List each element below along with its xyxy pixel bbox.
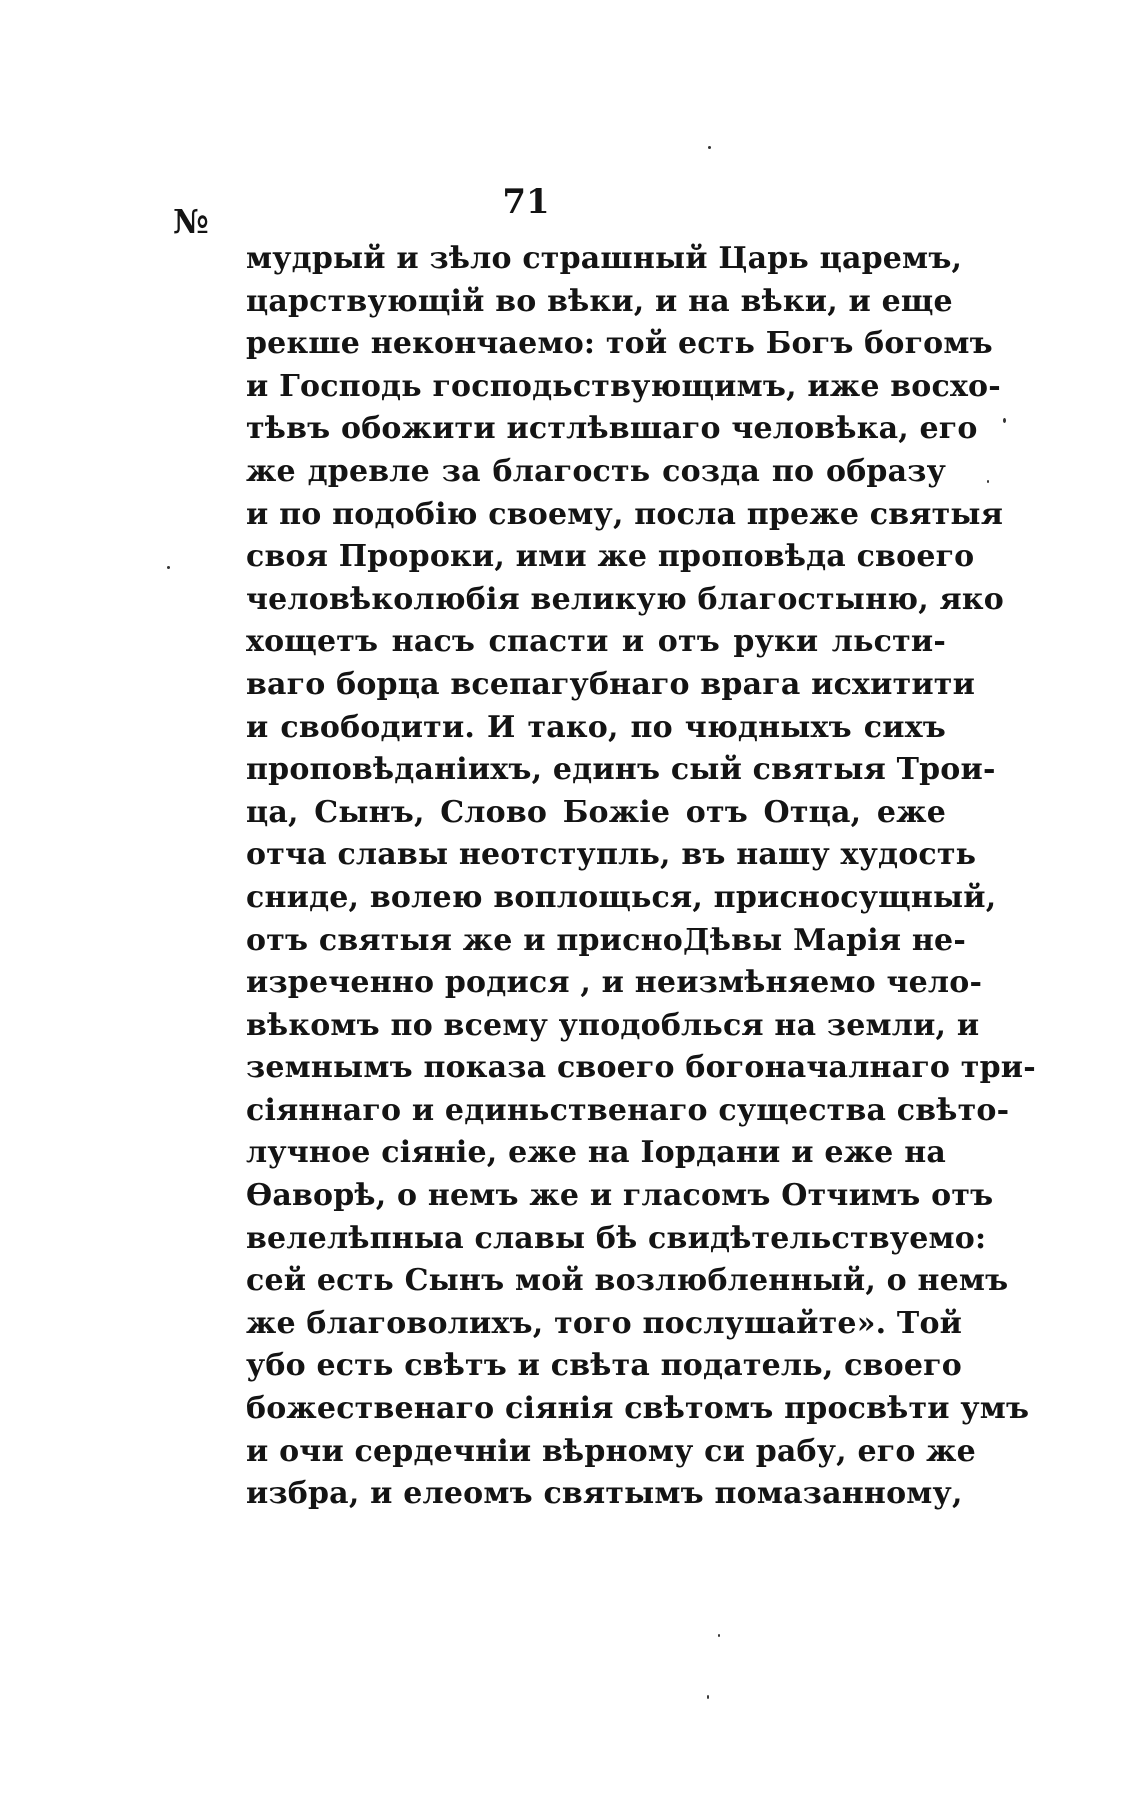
scan-speck: [1003, 418, 1006, 423]
text-line: сей есть Сынъ мой возлюбленный, о немъ: [246, 1263, 1009, 1299]
scan-speck: [708, 146, 711, 149]
text-line: лучное сіяніе, еже на Іордани и еже на: [246, 1135, 946, 1171]
page-number: 71: [502, 182, 550, 222]
text-line: сниде, волею воплощься, присносущный,: [246, 879, 997, 915]
text-line: мудрый и зѣло страшный Царь царемъ,: [246, 241, 963, 276]
text-line: отъ святыя же и присноДѣвы Марія не-: [246, 922, 966, 958]
text-line: хощетъ насъ спасти и отъ руки льсти-: [246, 624, 946, 660]
scan-speck: [707, 1695, 709, 1699]
text-line: изреченно родися , и неизмѣняемо чело-: [246, 965, 983, 1001]
scan-speck: [167, 566, 170, 569]
text-line: убо есть свѣтъ и свѣта податель, своего: [246, 1348, 962, 1384]
margin-mark: №: [173, 202, 209, 241]
text-line: велелѣпныа славы бѣ свидѣтельствуемо:: [246, 1220, 987, 1256]
text-line: Ѳаворѣ, о немъ же и гласомъ Отчимъ отъ: [246, 1178, 994, 1214]
text-line: человѣколюбія великую благостыню, яко: [246, 581, 1004, 617]
text-line: и очи сердечніи вѣрному си рабу, его же: [246, 1433, 976, 1469]
text-line: и Господь господьствующимъ, иже восхо-: [246, 368, 1001, 404]
text-line: же древле за благость созда по образу: [246, 453, 946, 489]
text-line: и свободити. И тако, по чюдныхъ сихъ: [246, 709, 946, 745]
text-line: тѣвъ обожити истлѣвшаго человѣка, его: [246, 411, 978, 447]
body-text: [246, 238, 1036, 1516]
text-line: сіяннаго и единьственаго существа свѣто-: [246, 1092, 1010, 1128]
text-line: земнымъ показа своего богоначалнаго три-: [246, 1050, 1036, 1086]
text-line: своя Пророки, ими же проповѣда своего: [246, 539, 975, 575]
text-line: же благоволихъ, того послушайте». Той: [246, 1305, 963, 1341]
text-line: избра, и елеомъ святымъ помазанному,: [246, 1476, 963, 1512]
text-line: ца, Сынъ, Слово Божіе отъ Отца, еже: [246, 794, 946, 830]
text-line: ваго борца всепагубнаго врага исхитити: [246, 666, 976, 702]
text-line: царствующій во вѣки, и на вѣки, и еще: [246, 283, 953, 319]
scan-speck: [987, 480, 989, 483]
scan-speck: [718, 1634, 720, 1637]
text-line: рекше некончаемо: той есть Богъ богомъ: [246, 326, 993, 362]
text-line: вѣкомъ по всему уподоблься на земли, и: [246, 1007, 980, 1043]
text-line: отча славы неотступль, въ нашу худость: [246, 837, 977, 873]
text-line: и по подобію своему, посла преже святыя: [246, 496, 1004, 532]
text-line: проповѣданіихъ, единъ сый святыя Трои-: [246, 752, 996, 788]
text-line: божественаго сіянія свѣтомъ просвѣти умъ: [246, 1391, 1030, 1427]
